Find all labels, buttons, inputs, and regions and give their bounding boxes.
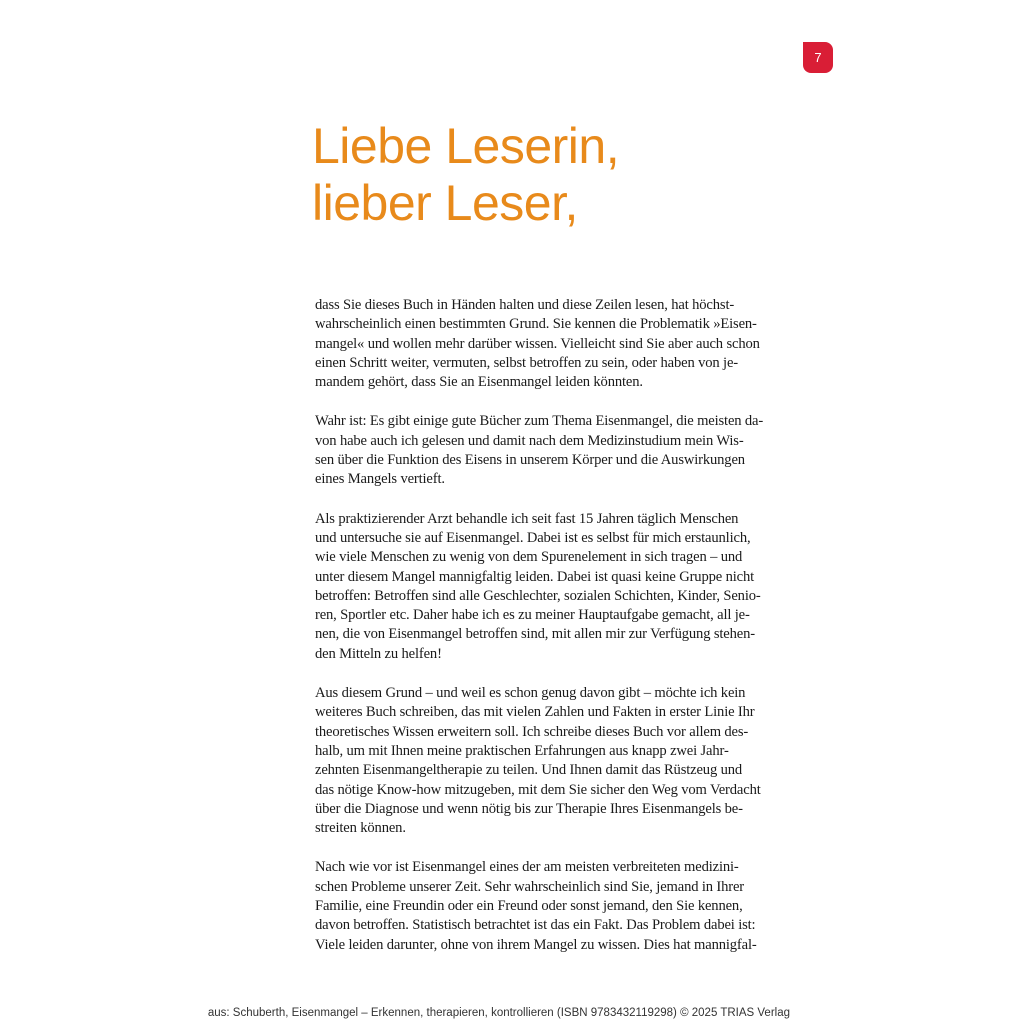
paragraph: [315, 296, 793, 392]
chapter-title-line-1: Liebe Leserin,: [312, 118, 620, 174]
body-text: [315, 296, 793, 975]
text-line: halb, um mit Ihnen meine praktischen Erfahrungen aus knapp zwei Jahr-: [315, 742, 729, 759]
text-line: wie viele Menschen zu wenig von dem Spurenelement in sich tragen – und: [315, 549, 743, 566]
paragraph: [315, 510, 793, 664]
text-line: einen Schritt weiter, vermuten, selbst betroffen zu sein, oder haben von je-: [315, 354, 738, 371]
text-line: Aus diesem Grund – und weil es schon genug davon gibt – möchte ich kein: [315, 685, 746, 702]
paragraph: [315, 684, 793, 838]
text-line: wahrscheinlich einen bestimmten Grund. Sie kennen die Problematik »Eisen-: [315, 316, 757, 333]
text-line: über die Diagnose und wenn nötig bis zur Therapie Ihres Eisenmangels be-: [315, 800, 743, 817]
text-line: Als praktizierender Arzt behandle ich seit fast 15 Jahren täglich Menschen: [315, 510, 739, 527]
text-line: dass Sie dieses Buch in Händen halten und diese Zeilen lesen, hat höchst-: [315, 297, 735, 313]
text-line: theoretisches Wissen erweitern soll. Ich schreibe dieses Buch vor allem des-: [315, 723, 749, 740]
text-line: davon betroffen. Statistisch betrachtet ist das ein Fakt. Das Problem dabei ist:: [315, 917, 756, 934]
text-line: und untersuche sie auf Eisenmangel. Dabei ist es selbst für mich erstaunlich,: [315, 529, 751, 546]
text-line: eines Mangels vertieft.: [315, 471, 445, 488]
text-line: betroffen: Betroffen sind alle Geschlechter, sozialen Schichten, Kinder, Senio-: [315, 587, 761, 604]
text-line: Familie, eine Freundin oder ein Freund oder sonst jemand, den Sie kennen,: [315, 898, 743, 915]
text-line: Viele leiden darunter, ohne von ihrem Mangel zu wissen. Dies hat mannigfal-: [315, 936, 757, 953]
text-line: von habe auch ich gelesen und damit nach dem Medizinstudium mein Wis-: [315, 432, 744, 449]
paragraph: [315, 412, 793, 489]
text-line: sen über die Funktion des Eisens in unserem Körper und die Auswirkungen: [315, 452, 745, 469]
chapter-title: [312, 118, 619, 232]
text-line: den Mitteln zu helfen!: [315, 645, 442, 662]
text-line: ren, Sportler etc. Daher habe ich es zu meiner Hauptaufgabe gemacht, all je-: [315, 607, 750, 624]
text-line: das nötige Know-how mitzugeben, mit dem Sie sicher den Weg vom Verdacht: [315, 781, 761, 798]
text-line: unter diesem Mangel mannigfaltig leiden. Dabei ist quasi keine Gruppe nicht: [315, 568, 755, 585]
text-line: Nach wie vor ist Eisenmangel eines der am meisten verbreiteten medizini-: [315, 859, 739, 876]
text-line: weiteres Buch schreiben, das mit vielen Zahlen und Fakten in erster Linie Ihr: [315, 704, 755, 721]
text-line: mangel« und wollen mehr darüber wissen. Vielleicht sind Sie aber auch schon: [315, 335, 760, 352]
text-line: streiten können.: [315, 820, 406, 837]
text-line: zehnten Eisenmangeltherapie zu teilen. Und Ihnen damit das Rüstzeug und: [315, 762, 743, 779]
text-line: Wahr ist: Es gibt einige gute Bücher zum Thema Eisenmangel, die meisten da-: [315, 413, 764, 430]
text-line: schen Probleme unserer Zeit. Sehr wahrscheinlich sind Sie, jemand in Ihrer: [315, 878, 745, 895]
paragraph: [315, 858, 793, 954]
chapter-title-line-2: lieber Leser,: [312, 175, 578, 231]
page-number-badge: 7: [803, 42, 833, 73]
source-footer: aus: Schuberth, Eisenmangel – Erkennen, therapieren, kontrollieren (ISBN 9783432119298) © 2025 TRIAS Verlag: [207, 1007, 790, 1019]
text-line: nen, die von Eisenmangel betroffen sind, mit allen mir zur Verfügung stehen-: [315, 626, 755, 643]
text-line: mandem gehört, dass Sie an Eisenmangel leiden könnten.: [315, 374, 643, 391]
